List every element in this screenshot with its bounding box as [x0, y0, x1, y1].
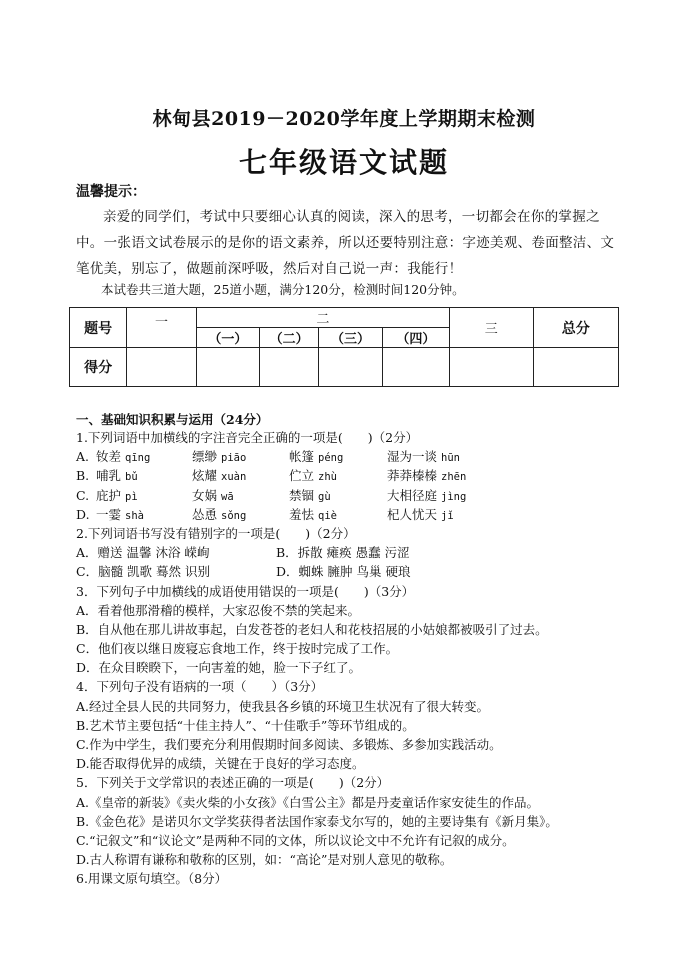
question-5-option-c: C.“记叙文”和“议论文”是两种不同的文体，所以议论文中不允许有记叙的成分。: [76, 832, 515, 848]
question-1-term-word: 大相径庭: [387, 487, 438, 503]
question-2-option-row: [76, 543, 636, 562]
score-table-sub-col-2: （二）: [260, 328, 319, 348]
question-1-options: [76, 447, 636, 524]
question-1-term-pinyin: xuàn: [221, 471, 247, 484]
question-1-term-word: 钕差: [96, 449, 122, 465]
question-3-option-c: C．他们夜以继日废寝忘食地工作，终于按时完成了工作。: [76, 641, 399, 657]
score-cell-total[interactable]: [533, 348, 619, 387]
question-1-term-word: 湿为一谈: [387, 449, 438, 465]
question-1-term: [96, 505, 192, 526]
question-1-term-pinyin: sǒng: [221, 509, 247, 522]
score-table: [69, 307, 619, 387]
score-table-col-san: 三: [450, 308, 533, 348]
question-1-term: [387, 466, 537, 487]
question-4-option-a: A.经过全县人民的共同努力，使我县各乡镇的环境卫生状况有了很大转变。: [76, 698, 490, 714]
question-1-term-pinyin: qīng: [125, 452, 151, 465]
question-5-option-b: B.《金色花》是诺贝尔文学奖获得者法国作家泰戈尔写的，她的主要诗集有《新月集》。: [76, 813, 558, 829]
question-1-term-word: 缥缈: [192, 449, 218, 465]
question-1-term-pinyin: zhù: [318, 471, 337, 484]
question-2-option-d: D．蜘蛛 臃肿 鸟巢 硬琅: [276, 564, 411, 580]
question-1-stem: 1.下列词语中加横线的字注音完全正确的一项是( )（2分）: [76, 430, 419, 445]
question-1-term-word: 杞人忧天: [387, 506, 438, 522]
intro-paragraph: 亲爱的同学们，考试中只要细心认真的阅读，深入的思考，一切都会在你的掌握之中。一张语文试卷展示的是你的语文素养，所以还要特别注意：字迹美观、卷面整洁、文笔优美，别忘了，做题前深呼吸，然后对自己说一声：我能行！: [76, 209, 615, 277]
exam-title-county: 林甸县2019－2020学年度上学期期末检测: [152, 108, 536, 130]
question-1-term-word: 伫立: [289, 468, 315, 484]
question-1-term-pinyin: pì: [125, 490, 138, 503]
score-cell-er-1[interactable]: [196, 348, 259, 387]
question-6-stem: 6.用课文原句填空。（8分）: [76, 871, 228, 887]
score-table-header-defen: 得分: [70, 348, 127, 387]
score-table-col-total: 总分: [533, 308, 619, 348]
question-5-option-d: D.古人称谓有谦称和敬称的区别，如：“高论”是对别人意见的敬称。: [76, 852, 453, 868]
question-1-term-word: 怂恿: [192, 506, 218, 522]
score-table-col-er: 二: [196, 308, 449, 328]
question-1-term: [387, 505, 537, 526]
question-1-term-word: 羞怯: [289, 506, 315, 522]
question-3-option-b: B．自从他在那儿讲故事起，白发苍苍的老妇人和花枝招展的小姑娘都被吸引了过去。: [76, 621, 548, 637]
score-table-col-yi: 一: [127, 308, 196, 348]
question-1-term-pinyin: shà: [125, 509, 144, 522]
question-1-option-row: [76, 486, 636, 505]
exam-info: 本试卷共三道大题，25道小题，满分120分，检测时间120分钟。: [101, 282, 465, 297]
question-1-option-row: [76, 466, 636, 485]
question-2-option-a: A．赠送 温馨 沐浴 嵘峋: [76, 545, 210, 561]
question-1-term: [192, 466, 289, 487]
score-table-sub-col-4: （四）: [382, 328, 449, 348]
score-cell-er-3[interactable]: [319, 348, 382, 387]
question-4-option-d: D.能否取得优异的成绩，关键在于良好的学习态度。: [76, 756, 365, 772]
question-2-stem: 2.下列词语书写没有错别字的一项是( )（2分）: [76, 525, 356, 541]
question-1-term-word: 帐篷: [289, 449, 315, 465]
question-1-term-word: 炫耀: [192, 468, 218, 484]
tips-heading: 温馨提示：: [76, 184, 146, 200]
question-2-option-row: [76, 562, 636, 581]
question-1-option-letter: B.: [76, 468, 90, 484]
question-1-term: [289, 447, 387, 468]
question-1-term: [192, 447, 289, 468]
score-table-sub-col-1: （一）: [196, 328, 259, 348]
question-1-term-word: 哺乳: [96, 468, 122, 484]
question-1-term-pinyin: hūn: [441, 452, 460, 465]
question-1-term: [192, 486, 289, 507]
question-1-term: [387, 447, 537, 468]
question-5-stem: 5．下列关于文学常识的表述正确的一项是( )（2分）: [76, 775, 390, 791]
question-1-term-pinyin: qiè: [318, 509, 337, 522]
score-table-header-tihao: 题号: [70, 308, 127, 348]
question-1-term-pinyin: bǔ: [125, 471, 138, 484]
question-4-option-c: C.作为中学生，我们要充分利用假期时间多阅读、多锻炼、多参加实践活动。: [76, 737, 502, 752]
question-1-term-word: 庇护: [96, 487, 122, 503]
score-cell-er-4[interactable]: [382, 348, 449, 387]
question-1-term-word: 禁锢: [289, 487, 315, 503]
exam-title-subject: 七年级语文试题: [238, 146, 449, 179]
score-cell-yi[interactable]: [127, 348, 196, 387]
question-1-option-row: [76, 447, 636, 466]
question-5-option-a: A.《皇帝的新装》《卖火柴的小女孩》《白雪公主》都是丹麦童话作家安徒生的作品。: [76, 794, 540, 810]
question-2-option-c: C．脑髓 凯歌 蓦然 识别: [76, 564, 210, 580]
question-1-term-pinyin: jìng: [441, 490, 467, 503]
question-1-term: [192, 505, 289, 526]
question-1-term-pinyin: wā: [221, 490, 234, 503]
score-table-sub-col-3: （三）: [319, 328, 382, 348]
question-1-term: [289, 505, 387, 526]
question-1-term-pinyin: péng: [318, 452, 344, 465]
question-1-term: [387, 486, 537, 507]
score-cell-san[interactable]: [450, 348, 533, 387]
questions-block: [76, 428, 636, 889]
question-1-term-pinyin: jǐ: [441, 509, 454, 522]
question-1-option-row: [76, 505, 636, 524]
question-4-stem: 4．下列句子没有语病的一项（ ）（3分）: [76, 679, 324, 695]
question-1-term-pinyin: gù: [318, 490, 331, 503]
question-1-term: [96, 447, 192, 468]
question-2-option-b: B．拆散 瘫痪 愚蠢 污涩: [276, 545, 410, 561]
question-3-stem: 3．下列句子中加横线的成语使用错误的一项是( )（3分）: [76, 583, 415, 599]
question-1-term-word: 一霎: [96, 506, 122, 522]
question-3-option-a: A．看着他那滑稽的模样，大家忍俊不禁的笑起来。: [76, 602, 361, 618]
question-4-option-b: B.艺术节主要包括“十佳主持人”、“十佳歌手”等环节组成的。: [76, 717, 415, 733]
question-1-option-letter: C.: [76, 487, 90, 503]
question-1-term-pinyin: piāo: [221, 452, 247, 465]
question-1-term: [289, 486, 387, 507]
question-1-term-pinyin: zhēn: [441, 471, 467, 484]
question-1-term: [289, 466, 387, 487]
question-1-term: [96, 486, 192, 507]
section-heading: 一、基础知识积累与运用（24分）: [76, 412, 269, 427]
question-1-term-word: 女娲: [192, 487, 218, 503]
question-1-term: [96, 466, 192, 487]
question-1-term-word: 莽莽榛榛: [387, 468, 438, 484]
question-1-option-letter: A.: [76, 449, 90, 465]
score-cell-er-2[interactable]: [260, 348, 319, 387]
question-1-option-letter: D.: [76, 506, 90, 522]
question-3-option-d: D．在众目睽睽下，一向害羞的她，脸一下子红了。: [76, 660, 362, 676]
